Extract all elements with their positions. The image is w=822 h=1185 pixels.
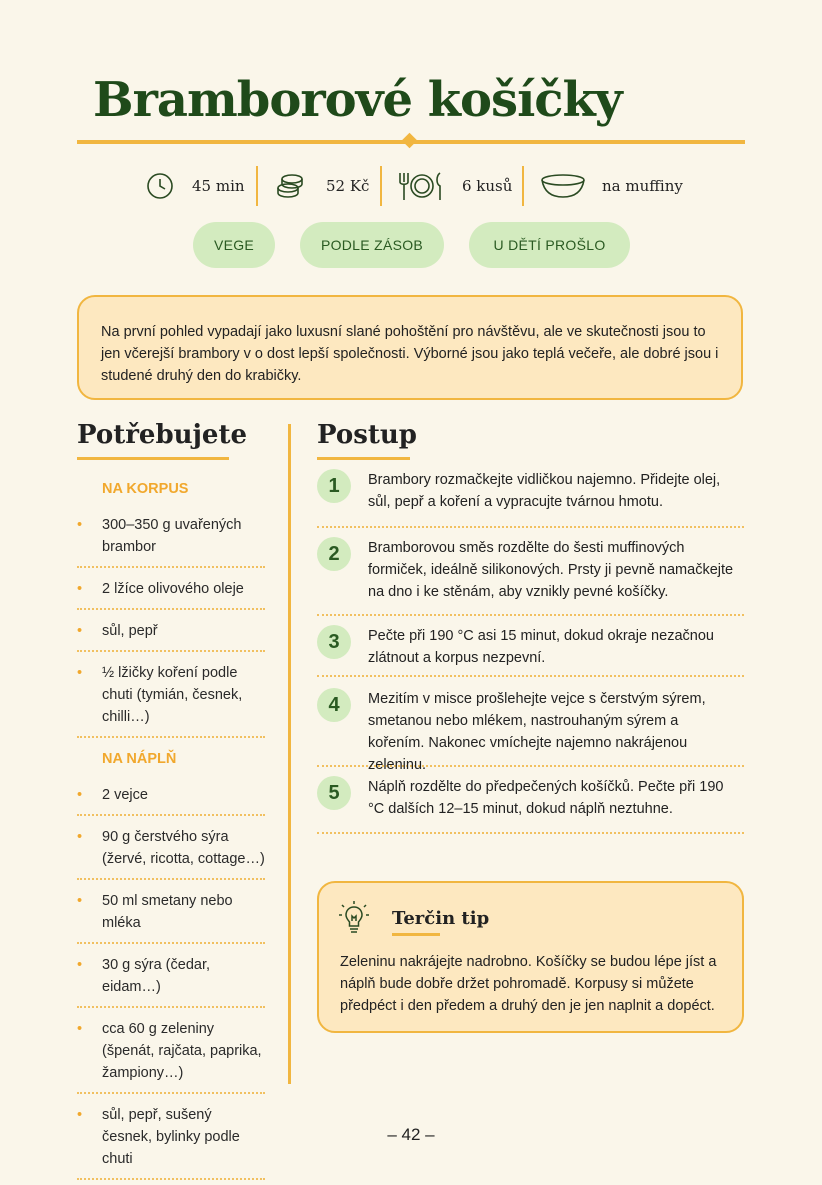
lightbulb-icon [339, 901, 369, 939]
ingredients-heading: Potřebujete [77, 420, 248, 450]
bullet-icon: • [77, 581, 83, 597]
ingredient-item: • sůl, pepř [77, 615, 265, 652]
recipe-title: Bramborové košíčky [93, 72, 622, 128]
clock-icon [145, 171, 175, 201]
meta-time: 45 min [145, 164, 245, 208]
step-text: Pečte při 190 °C asi 15 minut, dokud okraje nezačnou zlátnout a korpus nezpevní. [368, 628, 714, 666]
ingredient-item: • 50 ml smetany nebo mléka [77, 885, 265, 944]
meta-separator [522, 166, 524, 206]
tip-title: Terčin tip [392, 908, 490, 929]
step-text: Mezitím v misce prošlehejte vejce s čerstvým sýrem, smetanou nebo mlékem, nastrouhaným sýrem a kořením. Nakonec vmíchejte najemno nakrájenou zeleninu. [368, 691, 706, 773]
bullet-icon: • [77, 1107, 83, 1123]
ingredient-item: • cca 60 g zeleniny (špenát, rajčata, paprika, žampiony…) [77, 1013, 265, 1094]
ingredient-item: • ½ lžičky koření podle chuti (tymián, česnek, chilli…) [77, 657, 265, 738]
step-number: 3 [317, 625, 351, 659]
step-5 [317, 776, 744, 834]
ingredient-item: • sůl, pepř, sušený česnek, bylinky podle chuti [77, 1099, 265, 1180]
bullet-icon: • [77, 787, 83, 803]
bullet-icon: • [77, 829, 83, 845]
ingredient-group-heading: NA KORPUS [102, 481, 189, 497]
step-2 [317, 537, 744, 616]
meta-separator [380, 166, 382, 206]
meta-separator [256, 166, 258, 206]
step-number: 5 [317, 776, 351, 810]
step-1 [317, 469, 744, 528]
ingredients-heading-underline [77, 457, 229, 460]
tag-vege: VEGE [193, 222, 275, 268]
method-heading: Postup [317, 420, 417, 450]
meta-form: na muffiny [540, 164, 683, 208]
ingredients-list [77, 476, 265, 1185]
ingredient-item: • 300–350 g uvařených brambor [77, 509, 265, 568]
bullet-icon: • [77, 893, 83, 909]
step-3 [317, 625, 744, 677]
page-number: – 42 – [387, 1125, 435, 1144]
tip-text: Zeleninu nakrájejte nadrobno. Košíčky se budou lépe jíst a náplň bude dobře držet pohromadě. Korpusy si můžete předpéct i den předem a druhý den je jen naplnit a dopéct. [340, 954, 717, 1014]
ingredient-item: • 2 lžíce olivového oleje [77, 573, 265, 610]
meta-cost: 52 Kč [274, 164, 369, 208]
step-text: Brambory rozmačkejte vidličkou najemno. Přidejte olej, sůl, pepř a koření a vypracujte tvárnou hmotu. [368, 472, 721, 510]
ingredient-item: • 2 vejce [77, 779, 265, 816]
ingredient-group-heading: NA NÁPLŇ [102, 751, 177, 767]
meta-servings: 6 kusů [396, 164, 512, 208]
step-text: Náplň rozdělte do předpečených košíčků. Pečte při 190 °C dalších 12–15 minut, dokud náplň neztuhne. [368, 779, 724, 817]
step-text: Bramborovou směs rozdělte do šesti muffinových formiček, ideálně silikonových. Prsty ji pevně namačkejte na dno i ke stěnám, aby vznikly pevné košíčky. [368, 540, 734, 600]
column-divider [288, 424, 291, 1084]
coins-icon [274, 171, 310, 201]
bullet-icon: • [77, 623, 83, 639]
title-ornament [402, 133, 418, 149]
ingredient-item: • 30 g sýra (čedar, eidam…) [77, 949, 265, 1008]
tag-podle-zasob: PODLE ZÁSOB [300, 222, 444, 268]
plate-cutlery-icon [396, 170, 446, 202]
ingredient-item: • 90 g čerstvého sýra (žervé, ricotta, cottage…) [77, 821, 265, 880]
bullet-icon: • [77, 1021, 83, 1037]
tip-title-underline [392, 933, 440, 936]
step-4 [317, 688, 744, 773]
bullet-icon: • [77, 665, 83, 681]
intro-box: Na první pohled vypadají jako luxusní slané pohoštění pro návštěvu, ale ve skutečnosti jsou to jen včerejší brambory v o dost lepší společnosti. Výborné jsou jako teplá večeře, ale dobré jsou i studené druhý den do krabičky. [77, 295, 743, 400]
bullet-icon: • [77, 957, 83, 973]
step-number: 2 [317, 537, 351, 571]
recipe-meta-bar [0, 164, 822, 208]
method-heading-underline [317, 457, 410, 460]
tag-u-deti-proslo: U DĚTÍ PROŠLO [469, 222, 630, 268]
bullet-icon: • [77, 517, 83, 533]
tip-box [317, 881, 744, 1033]
step-number: 4 [317, 688, 351, 722]
step-number: 1 [317, 469, 351, 503]
bowl-icon [540, 171, 586, 201]
